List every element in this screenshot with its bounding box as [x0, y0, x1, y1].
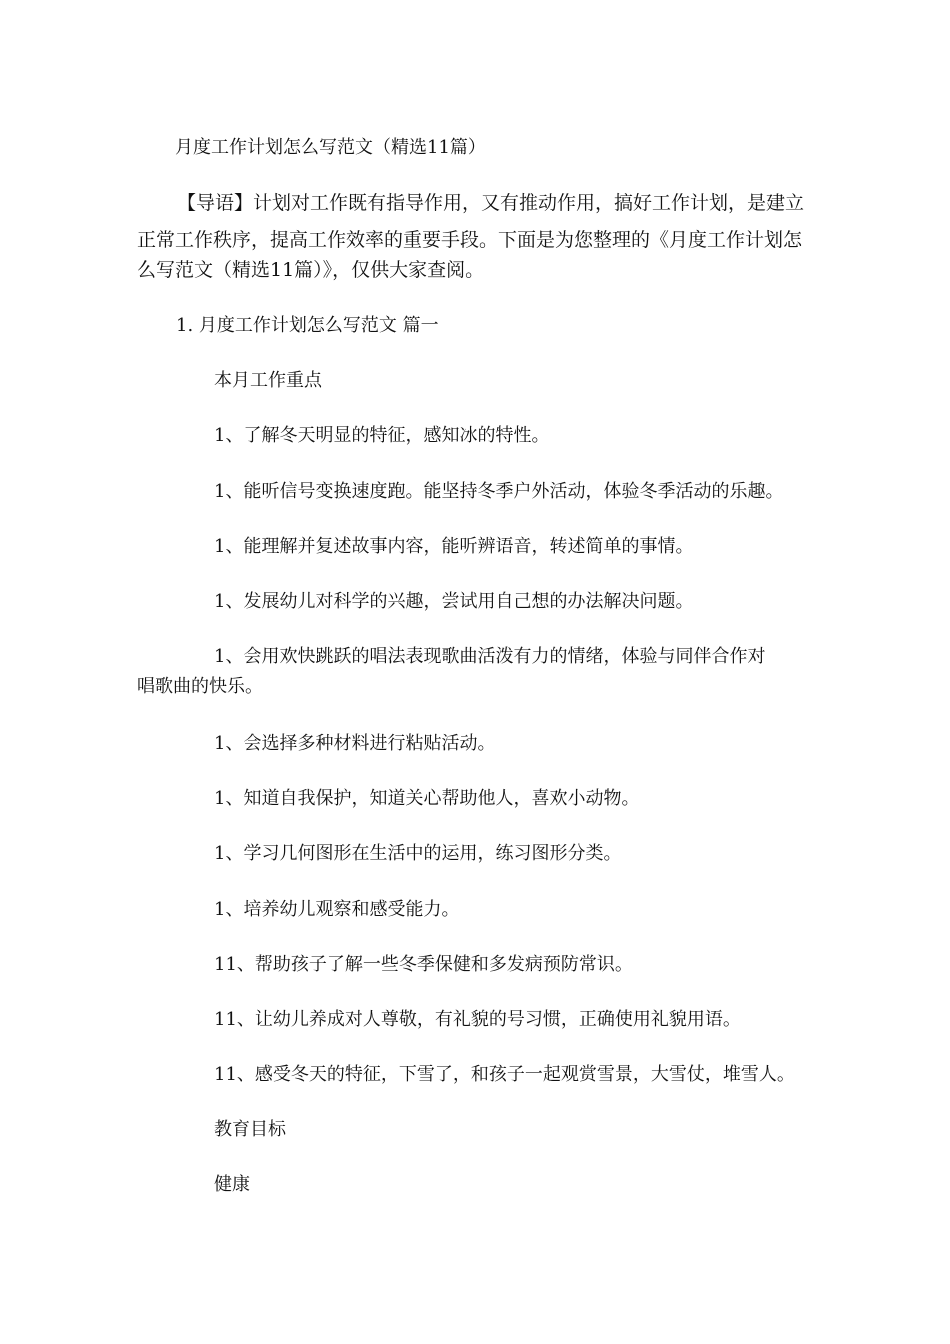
list-item: 11、让幼儿养成对人尊敬，有礼貌的号习惯，正确使用礼貌用语。: [214, 1009, 741, 1030]
subheading-focus: 本月工作重点: [214, 370, 322, 391]
list-item: 11、帮助孩子了解一些冬季保健和多发病预防常识。: [214, 954, 633, 975]
list-item: 1、会用欢快跳跃的唱法表现歌曲活泼有力的情绪，体验与同伴合作对: [214, 646, 766, 667]
list-item: 1、了解冬天明显的特征，感知冰的特性。: [214, 425, 550, 446]
intro-line-1: 【导语】计划对工作既有指导作用，又有推动作用，搞好工作计划，是建立: [177, 192, 805, 214]
list-item: 1、能听信号变换速度跑。能坚持冬季户外活动，体验冬季活动的乐趣。: [214, 481, 784, 502]
list-item: 1、知道自我保护，知道关心帮助他人，喜欢小动物。: [214, 788, 640, 809]
list-item: 1、培养幼儿观察和感受能力。: [214, 899, 460, 920]
list-item: 1、发展幼儿对科学的兴趣，尝试用自己想的办法解决问题。: [214, 591, 694, 612]
list-item: 11、感受冬天的特征，下雪了，和孩子一起观赏雪景，大雪仗，堆雪人。: [214, 1064, 795, 1085]
list-item: 1、能理解并复述故事内容，能听辨语音，转述简单的事情。: [214, 536, 694, 557]
list-item: 1、学习几何图形在生活中的运用，练习图形分类。: [214, 843, 622, 864]
goals-heading: 教育目标: [214, 1119, 286, 1140]
health-heading: 健康: [214, 1174, 250, 1195]
list-item: 1、会选择多种材料进行粘贴活动。: [214, 733, 496, 754]
document-title: 月度工作计划怎么写范文（精选11篇）: [175, 137, 486, 158]
intro-line-3: 么写范文（精选11篇）》，仅供大家查阅。: [137, 259, 485, 281]
intro-line-2: 正常工作秩序，提高工作效率的重要手段。下面是为您整理的《月度工作计划怎: [137, 229, 803, 251]
section-heading: 1. 月度工作计划怎么写范文 篇一: [176, 315, 439, 336]
list-item-continuation: 唱歌曲的快乐。: [137, 676, 263, 697]
